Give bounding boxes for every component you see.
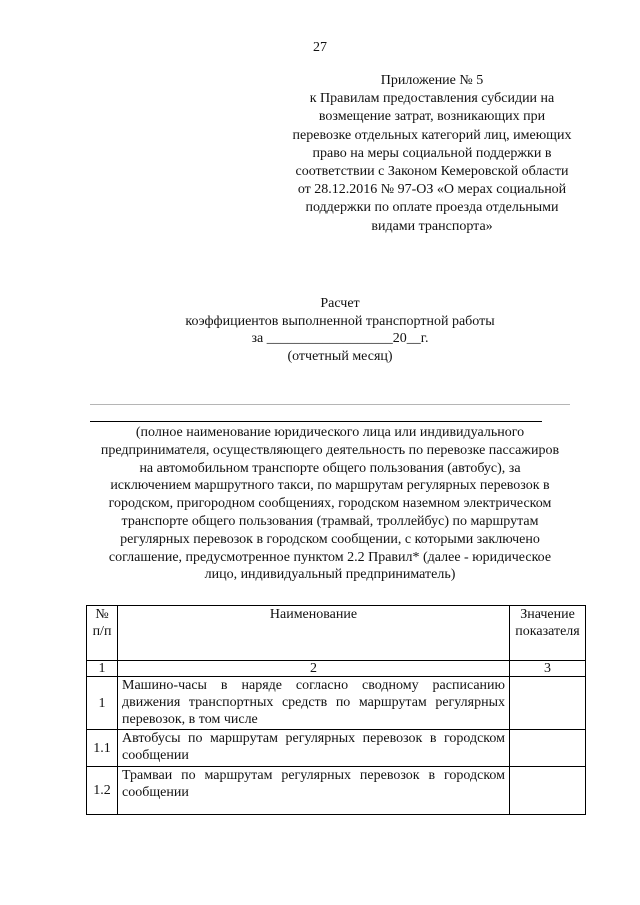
reporting-period-line: за __________________20__г. [251, 331, 429, 346]
row-value-cell[interactable] [510, 677, 586, 730]
caption-line: соглашение, предусмотренное пунктом 2.2 Правил* (далее - юридическое [108, 549, 552, 565]
caption-line: предпринимателя, осуществляющего деятельность по перевозке пассажиров [100, 442, 560, 458]
row-value-cell[interactable] [510, 730, 586, 767]
row-name: Машино-часы в наряде согласно сводному расписанию движения транспортных средств по маршрутам регулярных перевозок, в том числе [118, 677, 510, 730]
appendix-note [278, 72, 586, 236]
appendix-line: к Правилам предоставления субсидии на [309, 91, 555, 107]
table-row [87, 677, 586, 730]
organization-fill-line [90, 421, 542, 422]
column-index-row [87, 661, 586, 677]
table-row [87, 767, 586, 815]
header-name: Наименование [118, 606, 510, 661]
title-heading: Расчет [320, 296, 360, 311]
indicators-table [86, 605, 586, 815]
appendix-line: Приложение № 5 [380, 73, 484, 88]
row-number: 1 [87, 677, 118, 730]
row-number: 1.1 [87, 730, 118, 767]
caption-line: исключением маршрутного такси, по маршрутам регулярных перевозок в [110, 478, 550, 494]
column-index: 3 [510, 661, 586, 677]
appendix-line: перевозке отдельных категорий лиц, имеющих [292, 127, 572, 143]
caption-line: лицо, индивидуальный предприниматель) [204, 567, 456, 583]
column-index: 1 [87, 661, 118, 677]
appendix-line: видами транспорта» [371, 218, 493, 234]
caption-line: (полное наименование юридического лица или индивидуального [135, 425, 525, 440]
appendix-line: поддержки по оплате проезда отдельными [305, 200, 559, 216]
row-name: Трамваи по маршрутам регулярных перевозок в городском сообщении [118, 767, 510, 815]
caption-line: регулярных перевозок в городском сообщении, с которыми заключено [120, 531, 540, 547]
appendix-line: от 28.12.2016 № 97-ОЗ «О мерах социальной [297, 182, 567, 198]
row-name: Автобусы по маршрутам регулярных перевозок в городском сообщении [118, 730, 510, 767]
reporting-period-caption: (отчетный месяц) [287, 348, 393, 364]
appendix-line: соответствии с Законом Кемеровской области [295, 164, 569, 180]
organization-caption [84, 424, 576, 584]
header-number: № п/п [87, 606, 118, 661]
table-row [87, 730, 586, 767]
caption-line: на автомобильном транспорте общего пользования (автобус), за [139, 460, 521, 476]
row-number: 1.2 [87, 767, 118, 815]
caption-line: транспорте общего пользования (трамвай, троллейбус) по маршрутам [121, 513, 539, 529]
caption-line: городском, пригородном сообщениях, городском наземном электрическом [108, 496, 552, 512]
document-title [90, 295, 590, 365]
title-subheading: коэффициентов выполненной транспортной работы [185, 313, 495, 329]
appendix-line: право на меры социальной поддержки в [312, 145, 552, 161]
organization-fill-line-faint [90, 404, 570, 405]
header-value: Значение показателя [510, 606, 586, 661]
row-value-cell[interactable] [510, 767, 586, 815]
appendix-line: возмещение затрат, возникающих при [318, 109, 546, 125]
page-number: 27 [313, 40, 327, 55]
column-index: 2 [118, 661, 510, 677]
table-header-row [87, 606, 586, 661]
